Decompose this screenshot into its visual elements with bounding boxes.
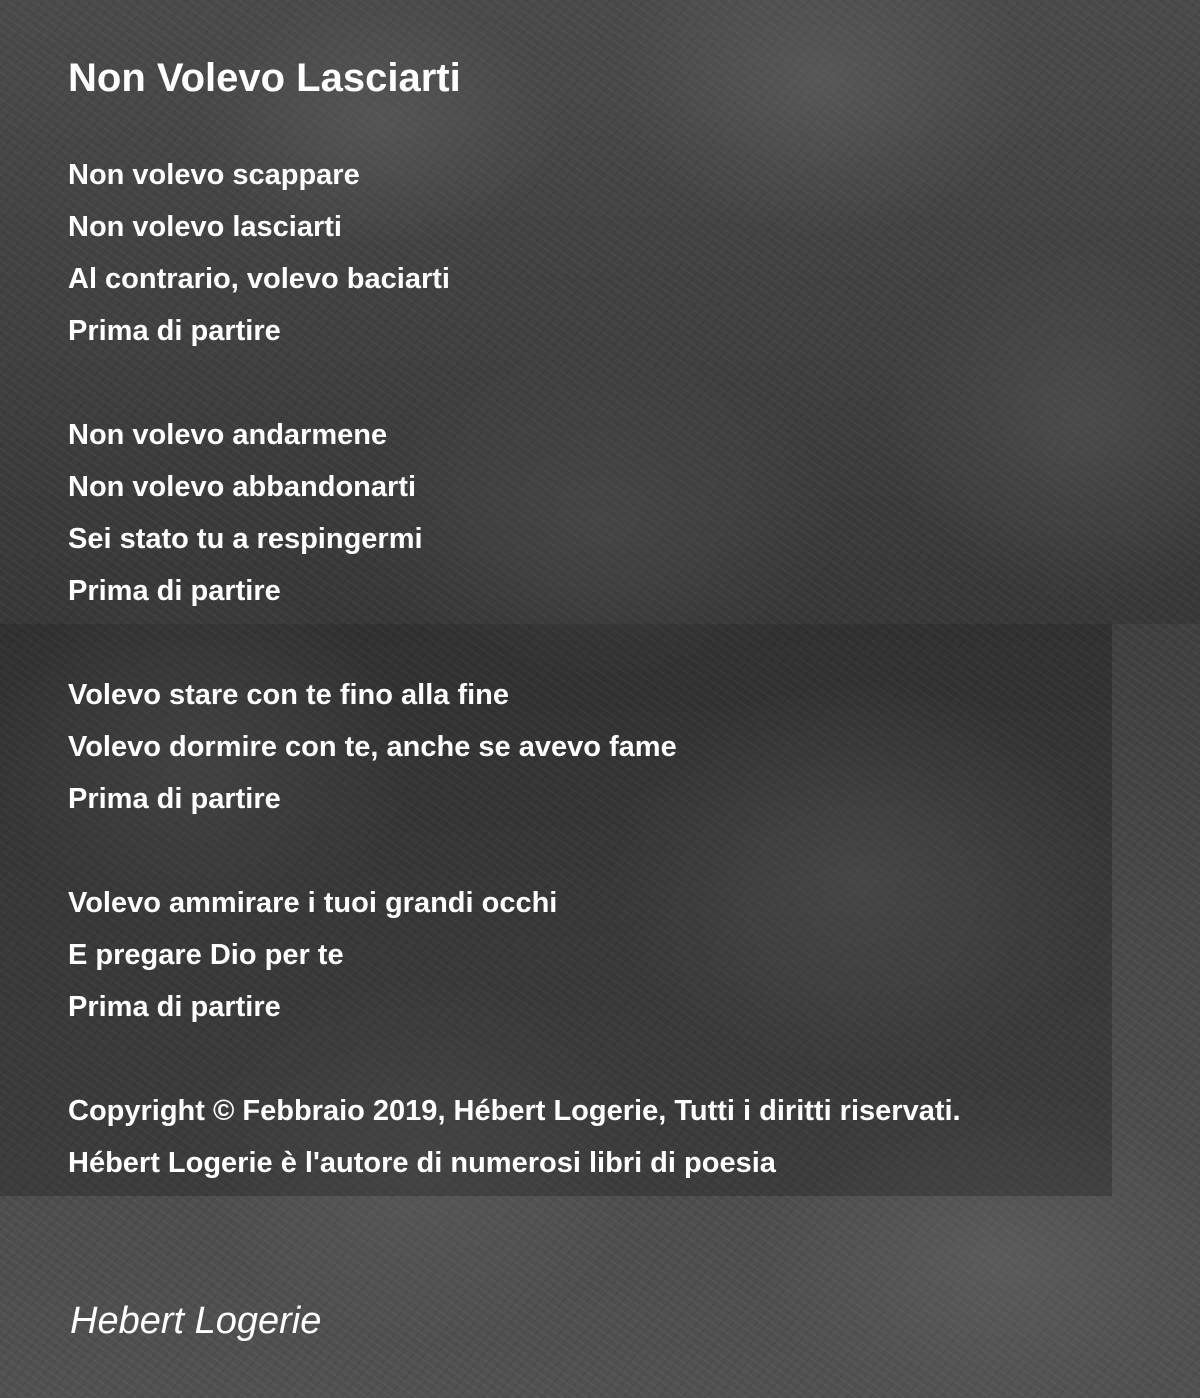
poem-line: Al contrario, volevo baciarti	[68, 263, 450, 295]
poem-line: Prima di partire	[68, 991, 281, 1023]
poem-line: Prima di partire	[68, 783, 281, 815]
stanza-spacer	[68, 1033, 1148, 1085]
poem-line: Non volevo scappare	[68, 159, 360, 191]
poem-line: Prima di partire	[68, 315, 281, 347]
stanza-spacer	[68, 617, 1148, 669]
stanza-3	[68, 669, 1148, 825]
poem-line: Prima di partire	[68, 575, 281, 607]
poem-line: Non volevo abbandonarti	[68, 471, 417, 503]
stanza-spacer	[68, 825, 1148, 877]
poem-title: Non Volevo Lasciarti	[68, 56, 461, 100]
copyright-block	[68, 1085, 1148, 1189]
poem-line: Non volevo andarmene	[68, 419, 388, 451]
stanza-4	[68, 877, 1148, 1033]
poem-line: Sei stato tu a respingermi	[68, 523, 423, 555]
stanza-2	[68, 409, 1148, 617]
poem-line: Volevo ammirare i tuoi grandi occhi	[68, 887, 558, 919]
copyright-line: Copyright © Febbraio 2019, Hébert Logerie, Tutti i diritti riservati.	[68, 1095, 961, 1127]
poem-line: Volevo stare con te fino alla fine	[68, 679, 510, 711]
poem-body	[68, 149, 1148, 1189]
poem-line: E pregare Dio per te	[68, 939, 344, 971]
stanza-1	[68, 149, 1148, 357]
author-note-line: Hébert Logerie è l'autore di numerosi libri di poesia	[68, 1147, 776, 1179]
poem-line: Volevo dormire con te, anche se avevo fame	[68, 731, 677, 763]
stanza-spacer	[68, 357, 1148, 409]
poem-line: Non volevo lasciarti	[68, 211, 342, 243]
author-signature: Hebert Logerie	[70, 1300, 322, 1342]
